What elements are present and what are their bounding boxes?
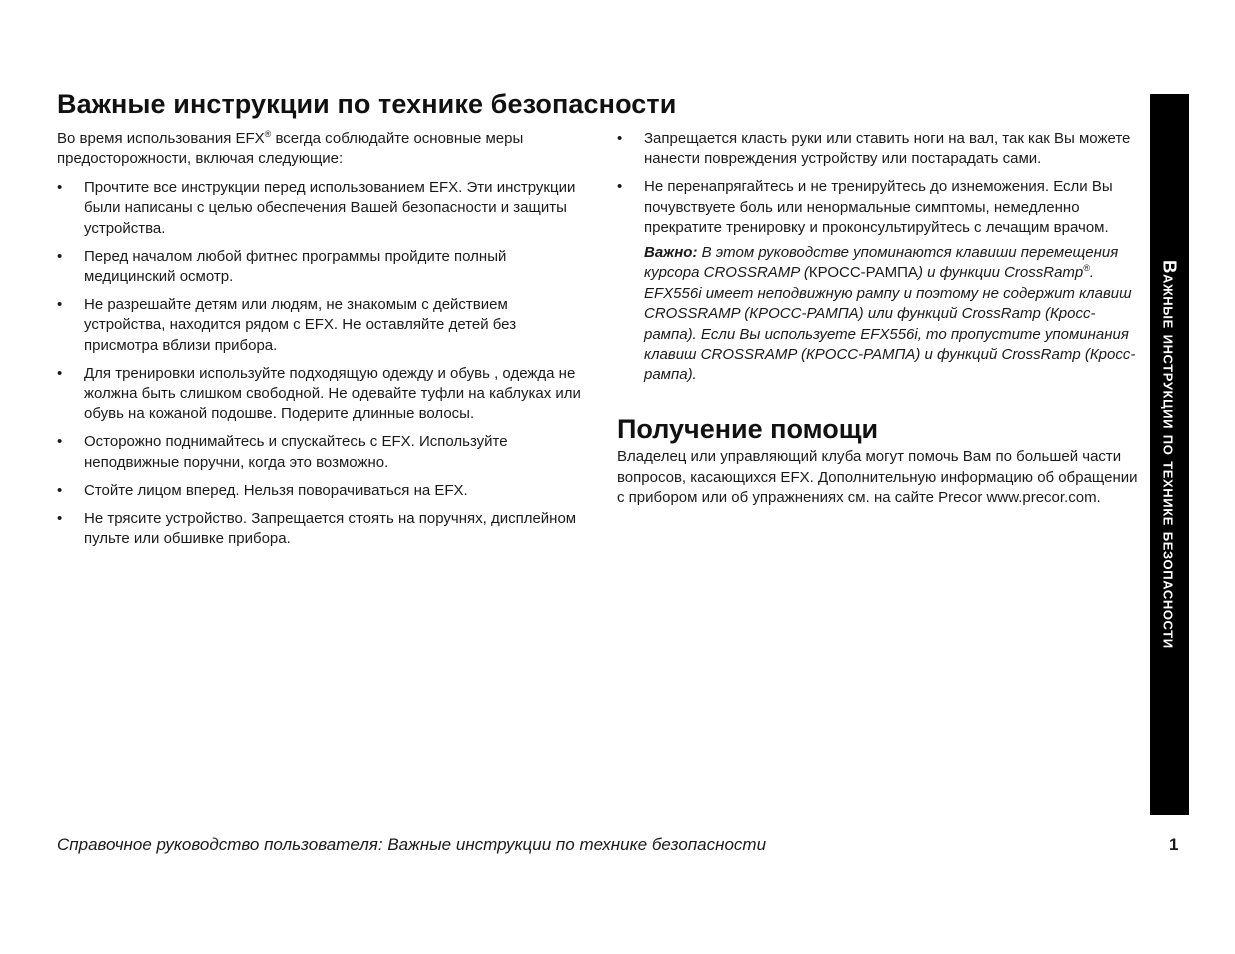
list-item-text: Перед началом любой фитнес программы пройдите полный медицинский осмотр. (84, 247, 507, 285)
intro-text-end: всегда соблюдайте основные меры предосторожности, включая следующие: (57, 130, 524, 168)
bullet-icon: • (617, 178, 623, 196)
registered-mark: ® (264, 129, 272, 139)
list-item-text: Не перенапрягайтесь и не тренируйтесь до изнеможения. Если Вы почувствуете боль или ненормальные симптомы, немедленно прекратите тренировку и проконсультируйтесь с лечащим врачом. (644, 178, 1113, 237)
bullet-icon: • (57, 178, 63, 196)
bullet-icon: • (57, 481, 63, 499)
list-item (57, 509, 587, 550)
note-text: ) и функции CrossRamp (917, 264, 1084, 282)
right-bullet-list (617, 129, 1142, 239)
bullet-icon: • (57, 247, 63, 265)
footer-title: Справочное руководство пользователя: Важные инструкции по технике безопасности (57, 835, 767, 854)
right-column (617, 129, 1142, 509)
help-paragraph: Владелец или управляющий клуба могут помочь Вам по большей части вопросов, касающихся EFX. Дополнительную информацию об обращении с прибором или об упражнениях см. на сайте Precor www.precor.com. (617, 448, 1138, 507)
list-item (57, 364, 587, 425)
important-note (644, 243, 1142, 386)
list-item-text: Запрещается класть руки или ставить ноги на вал, так как Вы можете нанести повреждения устройству или постарадать сами. (644, 130, 1131, 168)
note-text: . EFX556i имеет неподвижную рампу и поэтому не содержит клавиш CROSSRAMP (КРОСС-РАМПА) или функций CrossRamp (Кросс-рампа). Если Вы используете EFX556i, то пропустите упоминания клавиш CROSSRAMP (КРОСС-РАМПА) и функций CrossRamp (Кросс-рампа). (644, 264, 1136, 384)
list-item (57, 247, 587, 288)
bullet-icon: • (617, 130, 623, 147)
list-item-text: Стойте лицом вперед. Нельзя поворачиваться на EFX. (84, 481, 468, 499)
bullet-icon: • (57, 509, 63, 527)
list-item-text: Не разрешайте детям или людям, не знакомым с действием устройства, находится рядом с EFX. Не оставляйте детей без присмотра вблизи прибора. (84, 295, 517, 354)
bullet-icon: • (57, 433, 63, 451)
list-item-text: Для тренировки используйте подходящую одежду и обувь , одежда не жолжна быть слишком свободной. Не одевайте туфли на каблуках или обувь на кожаной подошве. Подерите длинные волосы. (84, 364, 581, 423)
left-column (57, 129, 587, 557)
list-item (617, 177, 1142, 238)
list-item (57, 178, 587, 239)
bullet-icon: • (57, 295, 63, 313)
left-bullet-list (57, 178, 587, 550)
list-item (57, 481, 587, 501)
note-label: Важно: (644, 244, 698, 262)
section-tab (1150, 94, 1189, 815)
list-item (57, 432, 587, 473)
list-item-text: Не трясите устройство. Запрещается стоять на поручнях, дисплейном пульте или обшивке прибора. (84, 509, 577, 547)
note-text: В этом руководстве упоминаются клавиши перемещения курсора CROSSRAMP ( (644, 244, 1119, 282)
list-item (57, 295, 587, 356)
intro-paragraph (57, 129, 587, 170)
note-text-upright: КРОСС-РАМПА (808, 264, 918, 282)
section-tab-label: Важные инструкции по технике безопасности (1159, 260, 1181, 649)
list-item (617, 129, 1142, 170)
page-number: 1 (1169, 835, 1179, 854)
bullet-icon: • (57, 364, 63, 382)
intro-text-start: Во время использования EFX (57, 130, 265, 147)
registered-mark: ® (1083, 263, 1090, 274)
help-heading: Получение помощи (617, 413, 879, 444)
list-item-text: Прочтите все инструкции перед использованием EFX. Эти инструкции были написаны с целью обеспечения Вашей безопасности и защиты устройства. (84, 178, 576, 237)
page-title: Важные инструкции по технике безопасности (57, 89, 677, 119)
list-item-text: Осторожно поднимайтесь и спускайтесь с EFX. Используйте неподвижные поручни, когда это возможно. (84, 433, 508, 471)
